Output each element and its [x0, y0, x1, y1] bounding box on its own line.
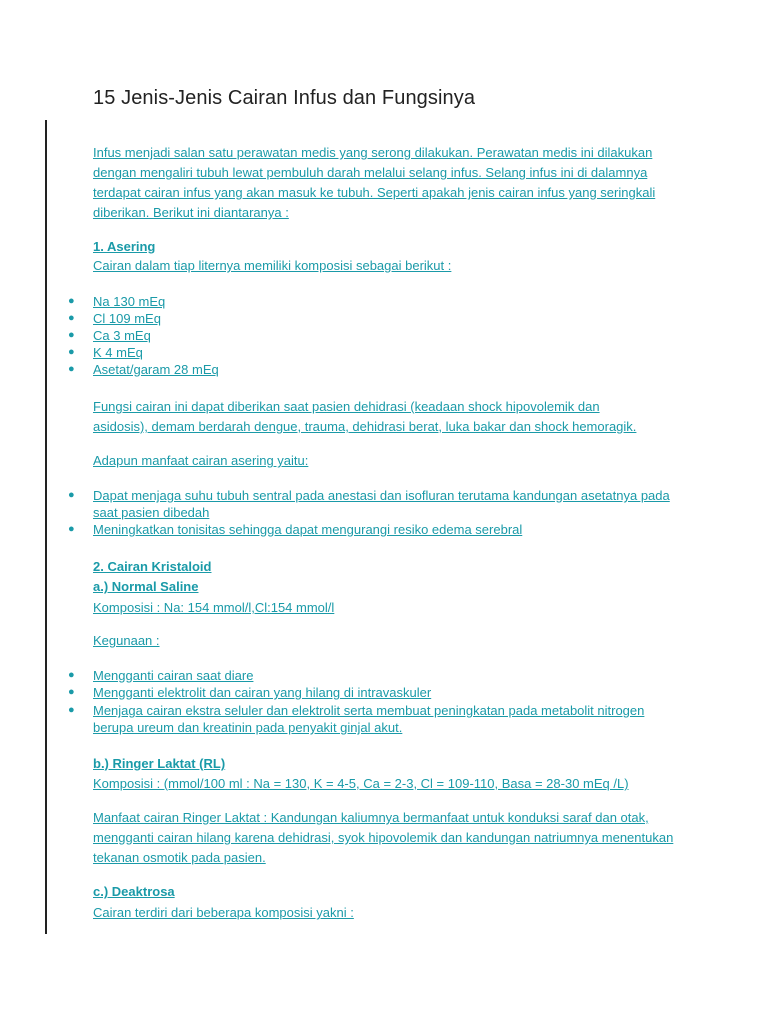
ringer-laktat-benefit-line[interactable]: tekanan osmotik pada pasien.: [93, 850, 266, 865]
bullet-icon: ●: [68, 523, 75, 535]
normal-saline-composition[interactable]: Komposisi : Na: 154 mmol/l,Cl:154 mmol/l: [93, 600, 335, 615]
bullet-icon: ●: [68, 489, 75, 501]
bullet-icon: ●: [68, 686, 75, 698]
left-margin-bar: [45, 120, 47, 934]
bullet-icon: ●: [68, 704, 75, 716]
subsection-heading-normal-saline[interactable]: a.) Normal Saline: [93, 579, 199, 594]
subsection-heading-ringer-laktat[interactable]: b.) Ringer Laktat (RL): [93, 756, 226, 771]
ringer-laktat-composition[interactable]: Komposisi : (mmol/100 ml : Na = 130, K = 4-5, Ca = 2-3, Cl = 109-110, Basa = 28-30 mEq /L): [93, 776, 629, 791]
list-item[interactable]: Meningkatkan tonisitas sehingga dapat mengurangi resiko edema serebral: [93, 522, 523, 537]
ringer-laktat-benefit-line[interactable]: mengganti cairan hilang karena dehidrasi, syok hipovolemik dan kandungan natriumnya menentukan: [93, 830, 674, 845]
intro-line[interactable]: diberikan. Berikut ini diantaranya :: [93, 205, 289, 220]
list-item[interactable]: Mengganti cairan saat diare: [93, 668, 254, 683]
list-item-continuation[interactable]: berupa ureum dan kreatinin pada penyakit ginjal akut.: [93, 720, 403, 735]
asering-benefit-lead[interactable]: Adapun manfaat cairan asering yaitu:: [93, 453, 309, 468]
subsection-heading-deaktrosa[interactable]: c.) Deaktrosa: [93, 884, 175, 899]
ringer-laktat-benefit-line[interactable]: Manfaat cairan Ringer Laktat : Kandungan kaliumnya bermanfaat untuk konduksi saraf dan otak,: [93, 810, 649, 825]
bullet-icon: ●: [68, 312, 75, 324]
bullet-icon: ●: [68, 295, 75, 307]
list-item-continuation[interactable]: saat pasien dibedah: [93, 505, 210, 520]
asering-function-line[interactable]: Fungsi cairan ini dapat diberikan saat pasien dehidrasi (keadaan shock hipovolemik dan: [93, 399, 600, 414]
page-title: 15 Jenis-Jenis Cairan Infus dan Fungsinya: [93, 87, 476, 109]
intro-line[interactable]: terdapat cairan infus yang akan masuk ke tubuh. Seperti apakah jenis cairan infus yang seringkali: [93, 185, 656, 200]
list-item[interactable]: K 4 mEq: [93, 345, 143, 360]
bullet-icon: ●: [68, 346, 75, 358]
list-item[interactable]: Dapat menjaga suhu tubuh sentral pada anestasi dan isofluran terutama kandungan asetatnya pada: [93, 488, 670, 503]
section-heading-kristaloid[interactable]: 2. Cairan Kristaloid: [93, 559, 212, 574]
section-heading-asering[interactable]: 1. Asering: [93, 239, 156, 254]
list-item[interactable]: Na 130 mEq: [93, 294, 166, 309]
bullet-icon: ●: [68, 669, 75, 681]
intro-line[interactable]: Infus menjadi salan satu perawatan medis yang serong dilakukan. Perawatan medis ini dilakukan: [93, 145, 653, 160]
bullet-icon: ●: [68, 363, 75, 375]
intro-line[interactable]: dengan mengaliri tubuh lewat pembuluh darah melalui selang infus. Selang infus ini di dalamnya: [93, 165, 648, 180]
asering-lead[interactable]: Cairan dalam tiap liternya memiliki komposisi sebagai berikut :: [93, 258, 452, 273]
list-item[interactable]: Ca 3 mEq: [93, 328, 151, 343]
list-item[interactable]: Menjaga cairan ekstra seluler dan elektrolit serta membuat peningkatan pada metabolit nitrogen: [93, 703, 645, 718]
bullet-icon: ●: [68, 329, 75, 341]
list-item[interactable]: Mengganti elektrolit dan cairan yang hilang di intravaskuler: [93, 685, 432, 700]
deaktrosa-lead[interactable]: Cairan terdiri dari beberapa komposisi yakni :: [93, 905, 354, 920]
normal-saline-use-lead[interactable]: Kegunaan :: [93, 633, 160, 648]
asering-function-line[interactable]: asidosis), demam berdarah dengue, trauma, dehidrasi berat, luka bakar dan shock hemoragik.: [93, 419, 637, 434]
list-item[interactable]: Asetat/garam 28 mEq: [93, 362, 219, 377]
list-item[interactable]: Cl 109 mEq: [93, 311, 161, 326]
